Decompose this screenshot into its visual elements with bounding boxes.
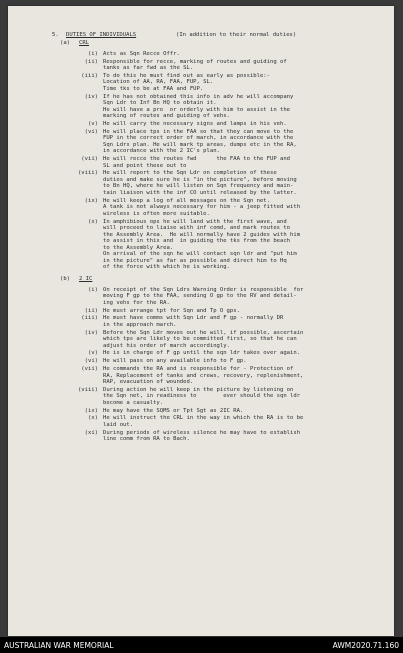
item-line: line comm from RA to Bach. — [103, 436, 190, 443]
item-line: to Bn HQ, where he will listen on Sqn frequency and main- — [103, 183, 294, 190]
item-line: moving F gp to the FAA, sending O gp to the RV and detail- — [103, 293, 297, 300]
item-line: laid out. — [103, 421, 134, 428]
item-line: tain liaison with the inf CO until released by the latter. — [103, 189, 297, 196]
item-line: to assist in this and in guiding the tks from the beach — [103, 238, 291, 244]
item-number: (xi) — [84, 429, 98, 436]
item-number: (v) — [87, 121, 98, 128]
item-line: He must have comms with Sqn Ldr and F gp - normally DR — [103, 315, 284, 322]
item-line: in accordance with the 2 IC's plan. — [103, 148, 220, 155]
heading-note: (In addition to their normal duties) — [176, 32, 297, 38]
item-line: He may have the SQMS or Tpt Sgt as 2IC RA. — [103, 407, 244, 414]
item-number: (viii) — [77, 170, 98, 177]
item-line: He will pass on any available info to F gp. — [103, 358, 247, 365]
item-line: Time tks to be at FAA and FUP. — [103, 85, 204, 92]
item-line: Location of AA, RA, FAA, FUP, SL. — [103, 79, 214, 86]
item-number: (vii) — [81, 366, 98, 373]
section-label: (b) — [60, 276, 71, 283]
item-line: FUP in the correct order of march, in accordance with the — [103, 135, 294, 142]
item-line: In amphibious ops he will land with the first wave, and — [103, 218, 287, 225]
item-number: (ii) — [84, 58, 98, 65]
item-line: He will have a pro or orderly with him to assist in the — [103, 106, 291, 113]
item-number: (i) — [87, 286, 98, 293]
item-line: to the Assembly Area. — [103, 244, 174, 251]
item-number: (ii) — [84, 307, 98, 314]
item-line: During action he will keep in the picture by listening on — [103, 386, 294, 393]
item-number: (ix) — [84, 407, 98, 414]
item-line: become a casualty. — [103, 399, 164, 406]
item-line: marking of routes and guiding of vehs. — [103, 113, 230, 120]
item-line: ing vehs for the RA. — [103, 299, 170, 306]
item-line: He will place tps in the FAA so that they can move to the — [103, 128, 294, 135]
item-number: (iv) — [84, 329, 98, 336]
item-line: He will report to the Sqn Ldr on completion of these — [103, 170, 277, 177]
item-number: (x) — [87, 218, 98, 225]
item-line: He must arrange tpt for Sqn and Tp O gps. — [103, 307, 240, 314]
item-number: (iii) — [81, 72, 98, 79]
item-number: (vii) — [81, 156, 98, 163]
heading-title: DUTIES OF INDIVIDUALS — [66, 32, 137, 38]
item-line: will proceed to liaise with inf comd, and mark routes to — [103, 225, 291, 231]
section-title: 2 IC — [79, 276, 93, 283]
item-line: Sqn Ldrs plan. He will mark tp areas, dumps etc in the RA, — [103, 141, 297, 148]
item-line: duties and make sure he is "in the picture", before moving — [103, 176, 297, 183]
item-line: He will recce the routes fwd the FAA to the FUP and — [103, 156, 291, 163]
document-body — [8, 32, 394, 443]
item-line: A tank is not always necessary for him - a jeep fitted with — [103, 204, 301, 211]
item-line: which tps are likely to be committed first, so that he can — [103, 336, 297, 343]
document-page — [8, 6, 394, 636]
footer-bar — [0, 637, 403, 653]
item-line: He will carry the necessary signs and lamps in his veh. — [103, 121, 287, 128]
item-number: (viii) — [77, 386, 98, 393]
item-line: He commands the RA and is responsible for - Protection of — [103, 366, 294, 373]
item-line: If he has not obtained this info in adv he will accompany — [103, 93, 294, 100]
item-line: RAP, evacuation of wounded. — [103, 379, 194, 386]
item-line: During periods of wireless silence he may have to establish — [103, 429, 301, 436]
item-line: of the force with which he is working. — [103, 264, 230, 270]
item-number: (vi) — [84, 128, 98, 135]
item-line: SL and point these out to — [103, 162, 187, 169]
item-line: wireless is often more suitable. — [103, 210, 210, 217]
item-number: (iii) — [81, 315, 98, 322]
item-line: in the approach march. — [103, 321, 177, 328]
item-number: (v) — [87, 350, 98, 357]
section-title: CRL — [79, 40, 90, 47]
item-line: To do this he must find out as early as possible:- — [103, 72, 270, 79]
item-line: He will instruct the CRL in the way in which the RA is to be — [103, 415, 304, 422]
footer-accession-number: AWM2020.71.160 — [332, 641, 399, 650]
item-line: the Assembly Area. He will normally have 2 guides with him — [103, 231, 301, 238]
heading-number: 5. — [52, 32, 59, 38]
item-number: (vi) — [84, 358, 98, 365]
item-line: in the picture" as far as possible and direct him to Hq — [103, 257, 287, 264]
item-line: He is in charge of F gp until the sqn ldr takes over again. — [103, 350, 301, 357]
item-line: He will keep a log of all messages on the Sqn net. — [103, 197, 270, 204]
section-label: (a) — [60, 40, 71, 47]
item-line: Acts as Sqn Recce Offr. — [103, 50, 180, 57]
item-number: (ix) — [84, 197, 98, 204]
item-line: Sqn Ldr to Inf Bn HQ to obtain it. — [103, 100, 217, 107]
item-line: On receipt of the Sqn Ldrs Warning Order is responsible for — [103, 286, 304, 293]
item-line: Responsible for recce, marking of routes and guiding of — [103, 58, 287, 65]
footer-institution: AUSTRALIAN WAR MEMORIAL — [4, 641, 114, 650]
item-line: the Sqn net, in readiness to ever should the sqn ldr — [103, 393, 301, 400]
item-line: Before the Sqn Ldr moves out he will, if possible, ascertain — [103, 329, 304, 336]
item-number: (iv) — [84, 93, 98, 100]
item-line: RA, Replacement of tanks and crews, recovery, replenishment, — [103, 372, 304, 379]
item-line: tanks as far fwd as the SL. — [103, 65, 194, 72]
item-line: On arrival of the sqn he will contact sqn ldr and "put him — [103, 251, 297, 257]
item-number: (x) — [87, 415, 98, 422]
item-line: adjust his order of march accordingly. — [103, 342, 230, 349]
item-number: (i) — [87, 50, 98, 57]
